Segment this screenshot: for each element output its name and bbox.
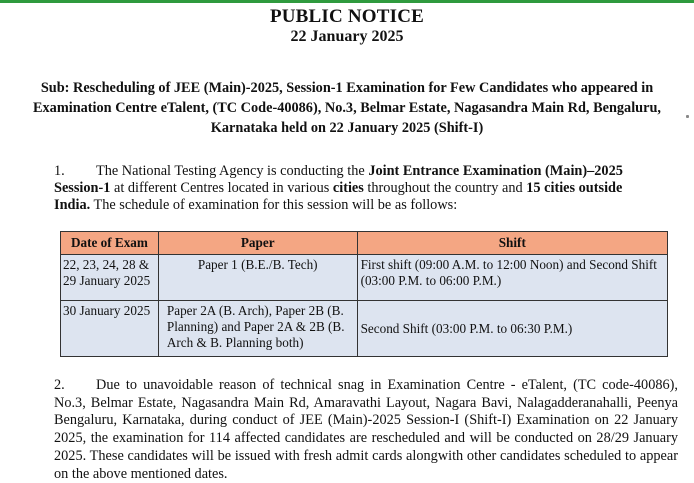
paragraph-1-cities: cities: [332, 180, 364, 196]
scan-speck: [686, 115, 689, 118]
cell-shift: First shift (09:00 A.M. to 12:00 Noon) and Second Shift (03:00 P.M. to 06:00 P.M.): [357, 255, 667, 301]
table-row: [61, 301, 668, 357]
notice-date: 22 January 2025: [290, 28, 404, 45]
paragraph-1-text-a: The National Testing Agency is conducting the: [96, 163, 369, 179]
paragraph-1-text-b: at different Centres located in various: [110, 180, 333, 196]
paragraph-1-number: 1.: [54, 163, 65, 179]
table-header-row: [61, 232, 668, 255]
header-date-of-exam: Date of Exam: [61, 232, 159, 255]
top-rule: [0, 0, 694, 3]
cell-date: 30 January 2025: [61, 301, 159, 357]
notice-title: PUBLIC NOTICE: [269, 6, 425, 27]
paragraph-1-outside-india: 15 cities outside India.: [54, 180, 623, 213]
cell-shift: Second Shift (03:00 P.M. to 06:30 P.M.): [357, 301, 667, 357]
header-shift: Shift: [357, 232, 667, 255]
paragraph-1-text-d: The schedule of examination for this session will be as follows:: [90, 197, 458, 213]
paragraph-1-exam-name: Joint Entrance Examination (Main)–2025 Session-1: [54, 163, 623, 196]
schedule-table: [60, 231, 668, 357]
paragraph-2: [54, 377, 678, 483]
paragraph-1-text-c: throughout the country and: [363, 180, 527, 196]
paragraph-2-number: 2.: [54, 377, 65, 393]
paragraph-1: [54, 163, 652, 214]
cell-date: 22, 23, 24, 28 & 29 January 2025: [61, 255, 159, 301]
table-row: [61, 255, 668, 301]
notice-subject: Sub: Rescheduling of JEE (Main)-2025, Session-1 Examination for Few Candidates who appeared in Examination Centre eTalent, (TC Code-40086), No.3, Belmar Estate, Nagasandra Main Rd, Bengaluru, Karnataka held on 22 January 2025 (Shift-I): [32, 80, 661, 136]
cell-paper: Paper 2A (B. Arch), Paper 2B (B. Planning) and Paper 2A & 2B (B. Arch & B. Planning both): [158, 301, 357, 357]
cell-paper: Paper 1 (B.E./B. Tech): [158, 255, 357, 301]
header-paper: Paper: [158, 232, 357, 255]
paragraph-2-text: Due to unavoidable reason of technical snag in Examination Centre - eTalent, (TC code-40086), No.3, Belmar Estate, Nagasandra Main Rd, Amaravathi Layout, Nagara Bavi, Nalagadderanahalli, Peenya Bengaluru, Karnataka, during conduct of JEE (Main)-2025 Session-I (Shift-I) Examination on 22 January 2025, the examination for 114 affected candidates are rescheduled and will be conducted on 28/29 January 2025. These candidates will be issued with fresh admit cards alongwith other candidates scheduled to appear on the above mentioned dates.: [54, 377, 678, 482]
